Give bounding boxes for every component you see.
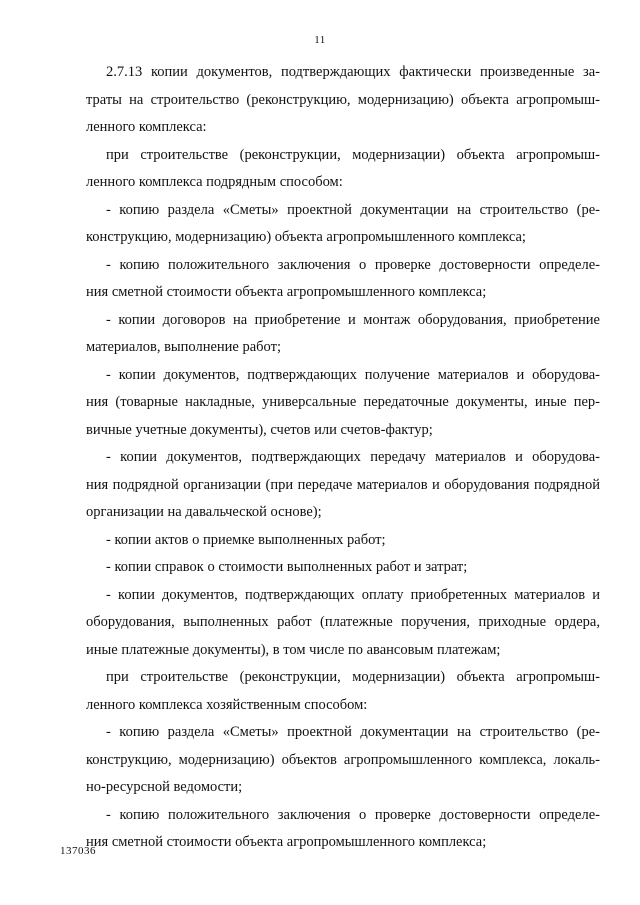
text-line: конструкцию, модернизацию) объектов агропромышленного комплекса, локаль- <box>86 751 600 768</box>
text-line: ленного комплекса хозяйственным способом: <box>86 696 368 713</box>
text-line: траты на строительство (реконструкцию, модернизацию) объекта агропромыш- <box>86 91 600 108</box>
text-line: - копии документов, подтверждающих получение материалов и оборудова- <box>106 366 600 383</box>
text-line: - копии документов, подтверждающих передачу материалов и оборудова- <box>106 449 600 465</box>
text-line: - копию положительного заключения о проверке достоверности определе- <box>106 256 600 273</box>
text-line: вичные учетные документы), счетов или счетов-фактур; <box>86 421 433 438</box>
text-line: ния (товарные накладные, универсальные передаточные документы, иные пер- <box>86 394 600 410</box>
text-line: - копии договоров на приобретение и монтаж оборудования, приобретение <box>106 311 600 328</box>
text-line: оборудования, выполненных работ (платежные поручения, приходные ордера, <box>86 614 600 630</box>
text-line: но-ресурсной ведомости; <box>86 779 243 795</box>
text-line: ния сметной стоимости объекта агропромышленного комплекса; <box>86 834 487 850</box>
text-line: - копии актов о приемке выполненных работ; <box>106 531 386 548</box>
text-line: ленного комплекса: <box>86 119 207 135</box>
text-line: ния подрядной организации (при передаче материалов и оборудования подрядной <box>86 476 600 493</box>
text-line: материалов, выполнение работ; <box>86 339 281 355</box>
text-line: при строительстве (реконструкции, модернизации) объекта агропромыш- <box>106 669 600 685</box>
text-line: - копии документов, подтверждающих оплату приобретенных материалов и <box>106 586 600 603</box>
text-line: иные платежные документы), в том числе по авансовым платежам; <box>86 641 501 658</box>
text-line: - копию положительного заключения о проверке достоверности определе- <box>106 806 600 823</box>
text-line: - копию раздела «Сметы» проектной документации на строительство (ре- <box>106 724 600 740</box>
text-line: ния сметной стоимости объекта агропромышленного комплекса; <box>86 284 487 300</box>
page-number: 11 <box>314 34 326 46</box>
text-line: 2.7.13 копии документов, подтверждающих фактически произведенные за- <box>106 64 600 80</box>
document-code: 137036 <box>60 845 96 857</box>
text-line: - копии справок о стоимости выполненных работ и затрат; <box>106 559 468 575</box>
text-line: - копию раздела «Сметы» проектной документации на строительство (ре- <box>106 201 600 218</box>
text-line: ленного комплекса подрядным способом: <box>86 174 343 190</box>
text-line: при строительстве (реконструкции, модернизации) объекта агропромыш- <box>106 146 600 163</box>
text-line: организации на давальческой основе); <box>86 504 322 520</box>
text-line: конструкцию, модернизацию) объекта агропромышленного комплекса; <box>86 229 526 245</box>
document-body <box>86 59 600 857</box>
